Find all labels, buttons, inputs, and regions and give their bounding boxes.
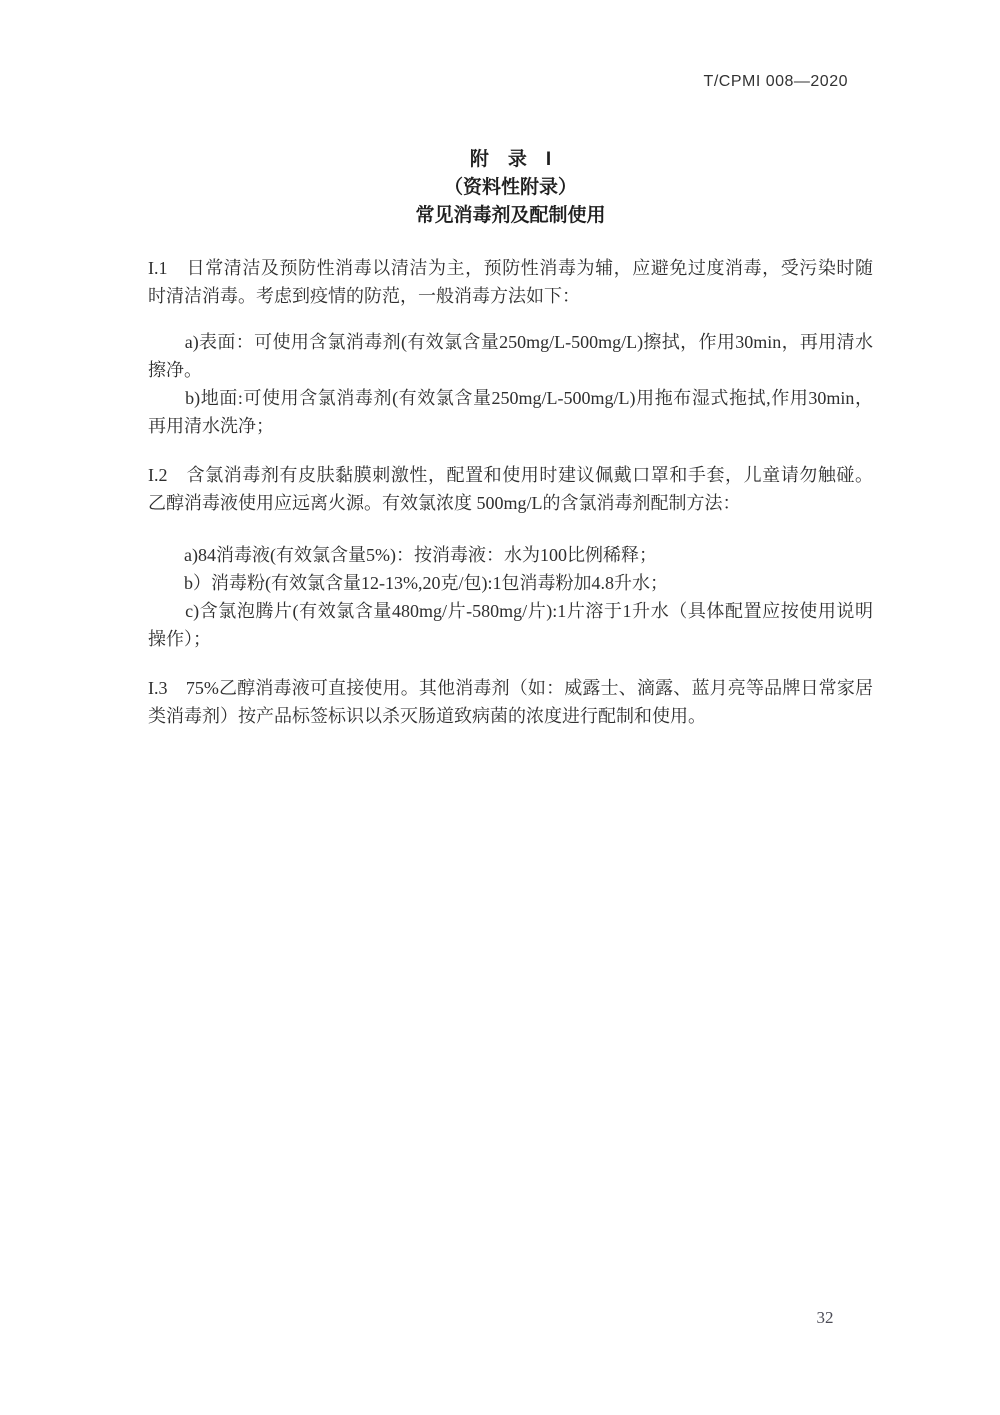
page-header: [148, 73, 848, 91]
para-i2: [148, 461, 873, 517]
appendix-subtitle: （资料性附录）: [443, 177, 577, 198]
para-i3: [148, 674, 873, 730]
text-line: I.1 日常清洁及预防性消毒以清洁为主，预防性消毒为辅，应避免过度消毒，受污染时随: [148, 258, 873, 278]
text-line: 再用清水洗净；: [148, 416, 274, 436]
text-line: 时清洁消毒。考虑到疫情的防范，一般消毒方法如下：: [148, 286, 580, 306]
text-line: I.2 含氯消毒剂有皮肤黏膜刺激性，配置和使用时建议佩戴口罩和手套，儿童请勿触碰。: [148, 465, 873, 485]
standard-code: T/CPMI 008—2020: [703, 73, 848, 90]
text-line: c)含氯泡腾片(有效氯含量480mg/片-580mg/片):1片溶于1升水（具体配置应按使用说明: [148, 601, 873, 621]
appendix-heading: 常见消毒剂及配制使用: [415, 205, 606, 226]
text-line: a)表面：可使用含氯消毒剂(有效氯含量250mg/L-500mg/L)擦拭，作用30min，再用清水: [148, 332, 873, 352]
item-i1-b: [148, 384, 873, 440]
item-i2-b: [148, 569, 873, 597]
text-line: a)84消毒液(有效氯含量5%)：按消毒液：水为100比例稀释；: [148, 545, 657, 565]
item-i2-c: [148, 597, 873, 653]
text-line: I.3 75%乙醇消毒液可直接使用。其他消毒剂（如：威露士、滴露、蓝月亮等品牌日常家居: [148, 678, 873, 698]
document-body: [148, 254, 873, 730]
item-i2-a: [148, 541, 873, 569]
text-line: b）消毒粉(有效氯含量12-13%,20克/包):1包消毒粉加4.8升水；: [148, 573, 668, 593]
appendix-title: 附 录 I: [469, 149, 552, 170]
text-line: 擦净。: [148, 360, 202, 380]
item-i1-a: [148, 328, 873, 384]
text-line: 乙醇消毒液使用应远离火源。有效氯浓度 500mg/L的含氯消毒剂配制方法：: [148, 493, 741, 513]
appendix-title-block: [148, 146, 873, 230]
text-line: 类消毒剂）按产品标签标识以杀灭肠道致病菌的浓度进行配制和使用。: [148, 706, 706, 726]
text-line: b)地面:可使用含氯消毒剂(有效氯含量250mg/L-500mg/L)用拖布湿式拖拭,作用30min，: [148, 388, 873, 408]
para-i1: [148, 254, 873, 310]
text-line: 操作）；: [148, 629, 211, 649]
page-number: 32: [816, 1308, 834, 1327]
